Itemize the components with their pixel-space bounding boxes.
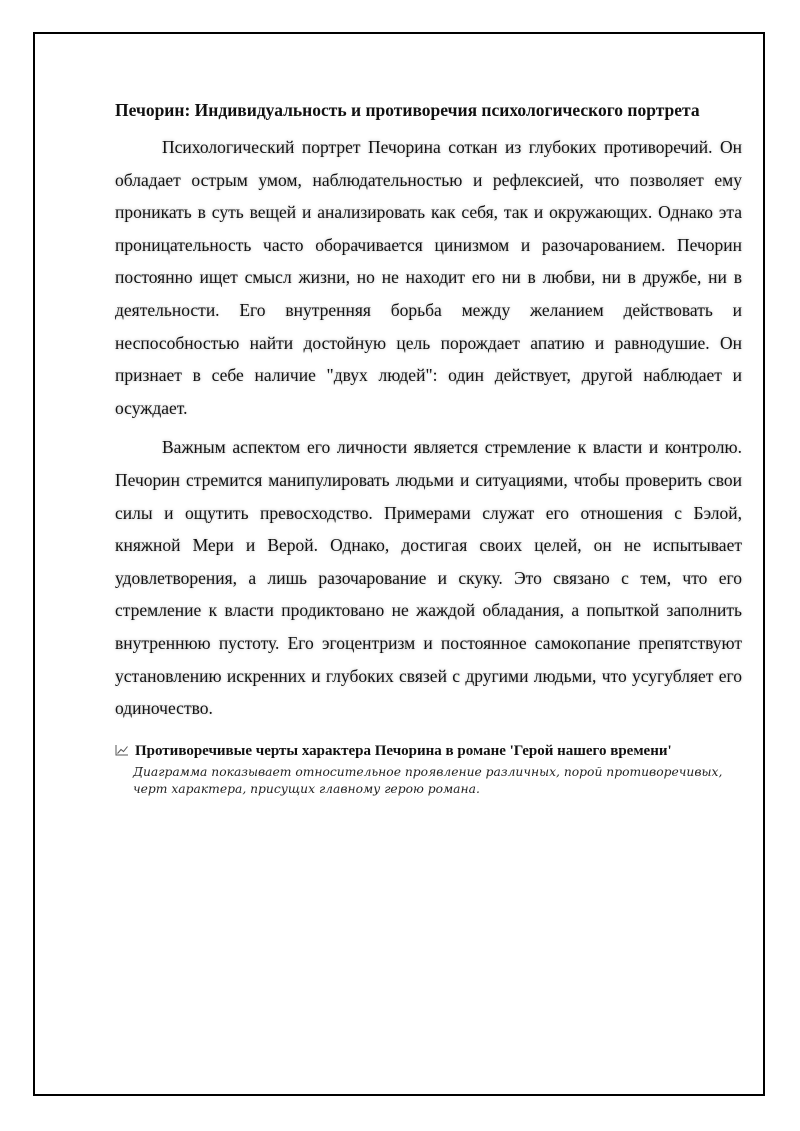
paragraph-1: Психологический портрет Печорина соткан из глубоких противоречий. Он обладает острым умом, наблюдательностью и рефлексией, что позволяет ему проникать в суть вещей и анализировать как себя, так и окружающих. Однако эта проницательность часто оборачивается цинизмом и разочарованием. Печорин постоянно ищет смысл жизни, но не находит его ни в любви, ни в дружбе, ни в деятельности. Его внутренняя борьба между желанием действовать и неспособностью найти достойную цель порождает апатию и равнодушие. Он признает в себе наличие "двух людей": один действует, другой наблюдает и осуждает.: [115, 137, 742, 418]
document-body: [115, 98, 742, 798]
figure-title-text: Противоречивые черты характера Печорина в романе 'Герой нашего времени': [135, 742, 672, 759]
figure-caption: Диаграмма показывает относительное проявление различных, порой противоречивых, черт характера, присущих главному герою романа.: [133, 764, 723, 796]
paragraph-2: Важным аспектом его личности является стремление к власти и контролю. Печорин стремится манипулировать людьми и ситуациями, чтобы проверить свои силы и ощутить превосходство. Примерами служат его отношения с Бэлой, княжной Мери и Верой. Однако, достигая своих целей, он не испытывает удовлетворения, а лишь разочарование и скуку. Это связано с тем, что его стремление к власти продиктовано не жаждой обладания, а попыткой заполнить внутреннюю пустоту. Его эгоцентризм и постоянное самокопание препятствуют установлению искренних и глубоких связей с другими людьми, что усугубляет его одиночество.: [115, 437, 742, 719]
chart-icon: [115, 744, 129, 756]
section-heading: Печорин: Индивидуальность и противоречия психологического портрета: [115, 100, 700, 120]
figure-title: [115, 741, 742, 761]
